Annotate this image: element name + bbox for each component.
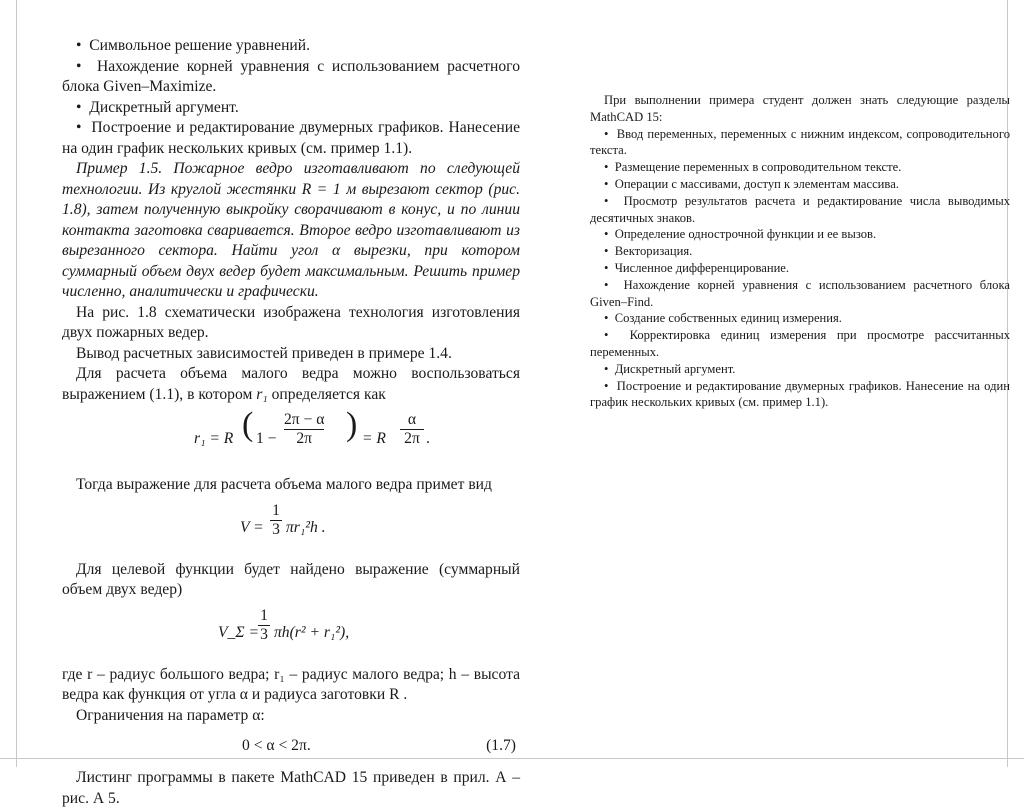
list-item: • Размещение переменных в сопроводительном тексте. [590, 159, 1010, 176]
paragraph-figure-ref: На рис. 1.8 схематически изображена технология изготовления двух пожарных ведер. [62, 303, 520, 341]
fraction: α 2π [400, 411, 424, 448]
formula-total-volume: V_Σ = 1 3 πh(r² + r₁²), [218, 606, 350, 643]
list-item: • Просмотр результатов расчета и редактирование числа выводимых десятичных знаков. [590, 193, 1010, 227]
formula-volume: V = 1 3 πr₁²h . [240, 501, 326, 538]
list-item: • Дискретный аргумент. [590, 361, 1010, 378]
left-page [62, 36, 520, 809]
fraction: 1 3 [270, 502, 282, 539]
paragraph-constraints: Ограничения на параметр α: [76, 706, 265, 724]
example-statement: Пример 1.5. Пожарное ведро изготавливают по следующей технологии. Из круглой жестянки R = 1 м вырезают сектор (рис. 1.8), затем полученную выкройку сворачивают в конус, и по линии контакта заготовка сваривается. Второе ведро изготавливают из вырезанного сектора. Найти угол α вырезки, при котором суммарный объем двух ведер будет максимальным. Решить пример численно, аналитически и графически. [62, 160, 520, 300]
list-item: • Построение и редактирование двумерных графиков. Нанесение на один график нескольких кривых (см. пример 1.1). [590, 378, 1010, 412]
formula-r1: r₁ = R ( 1 − 2π − α 2π ) = R α 2π . [194, 406, 430, 447]
bullet-item: • Дискретный аргумент. [62, 98, 520, 119]
paragraph-derivation: Вывод расчетных зависимостей приведен в примере 1.4. [76, 344, 452, 362]
frame-left-border [16, 0, 17, 767]
list-item: • Ввод переменных, переменных с нижним индексом, сопроводительного текста. [590, 126, 1010, 160]
bullet-item: • Символьное решение уравнений. [62, 36, 520, 57]
right-page [590, 92, 1010, 411]
list-item: • Корректировка единиц измерения при просмотре рассчитанных переменных. [590, 327, 1010, 361]
bullet-item: • Построение и редактирование двумерных графиков. Нанесение на один график нескольких кривых (см. пример 1.1). [62, 118, 520, 159]
bullet-item: • Нахождение корней уравнения с использованием расчетного блока Given–Maximize. [62, 57, 520, 98]
equation-number: (1.7) [486, 737, 516, 754]
list-item: • Численное дифференцирование. [590, 260, 1010, 277]
list-item: • Нахождение корней уравнения с использованием расчетного блока Given–Find. [590, 277, 1010, 311]
fraction: 2π − α 2π [284, 411, 325, 447]
right-intro: При выполнении примера студент должен знать следующие разделы MathCAD 15: [590, 93, 1010, 124]
list-item: • Создание собственных единиц измерения. [590, 310, 1010, 327]
fraction: 1 3 [258, 607, 270, 644]
paragraph-listing: Листинг программы в пакете MathCAD 15 приведен в прил. А – рис. А 5. [62, 769, 520, 807]
formula-constraint: 0 < α < 2π. (1.7) [62, 732, 520, 764]
paragraph-small-volume: Для расчета объема малого ведра можно воспользоваться выражением (1.1), в котором r₁ определяется как [62, 365, 520, 403]
list-item: • Определение однострочной функции и ее вызов. [590, 226, 1010, 243]
list-item: • Векторизация. [590, 243, 1010, 260]
paragraph-then: Тогда выражение для расчета объема малого ведра примет вид [76, 476, 492, 493]
list-item: • Операции с массивами, доступ к элементам массива. [590, 176, 1010, 193]
paragraph-where: где r – радиус большого ведра; r₁ – радиус малого ведра; h – высота ведра как функция от угла α и радиуса заготовки R . [62, 665, 520, 703]
paragraph-target: Для целевой функции будет найдено выражение (суммарный объем двух ведер) [62, 560, 520, 598]
